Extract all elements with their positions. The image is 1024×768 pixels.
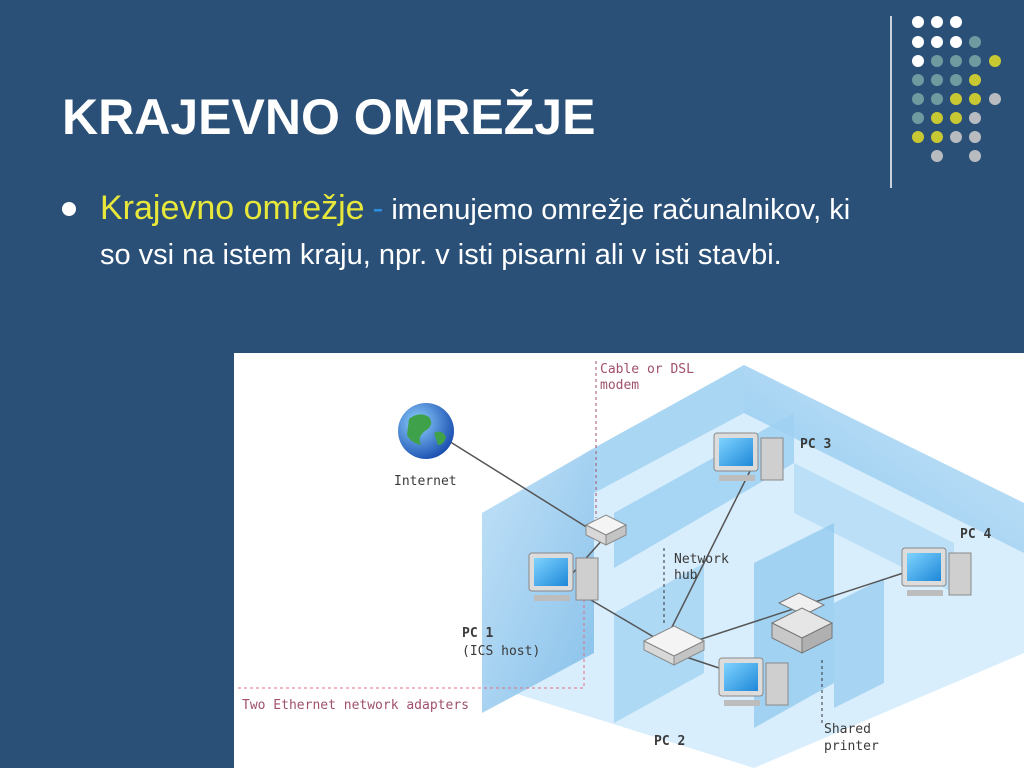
label-pc1-line1: PC 1 [462, 626, 494, 641]
lan-diagram [234, 353, 1024, 768]
slide-title: KRAJEVNO OMREŽJE [62, 89, 596, 145]
label-hub-line1: Network [674, 552, 729, 567]
bullet-text-block [100, 186, 882, 278]
label-pc2: PC 2 [654, 734, 686, 749]
label-modem-line2: modem [600, 378, 640, 393]
label-modem-line1: Cable or DSL [600, 362, 694, 377]
label-pc3: PC 3 [800, 437, 832, 452]
bullet-item [62, 186, 882, 278]
label-pc1-line2: (ICS host) [462, 644, 541, 659]
bullet-dot-icon [62, 202, 76, 216]
label-pc4: PC 4 [960, 527, 992, 542]
label-internet: Internet [394, 474, 457, 489]
label-adapters: Two Ethernet network adapters [242, 698, 469, 713]
lan-diagram-svg [234, 353, 1024, 768]
globe-icon [398, 403, 454, 459]
label-printer-line1: Shared [824, 722, 871, 737]
bullet-term: Krajevno omrežje [100, 189, 365, 227]
label-hub-line2: hub [674, 568, 698, 583]
bullet-description: imenujemo omrežje računalnikov, ki so vsi na istem kraju, npr. v isti pisarni ali v isti stavbi. [100, 194, 851, 271]
label-printer-line2: printer [824, 739, 879, 754]
bullet-separator: - [372, 190, 384, 226]
decorative-dot-grid [0, 0, 1024, 200]
